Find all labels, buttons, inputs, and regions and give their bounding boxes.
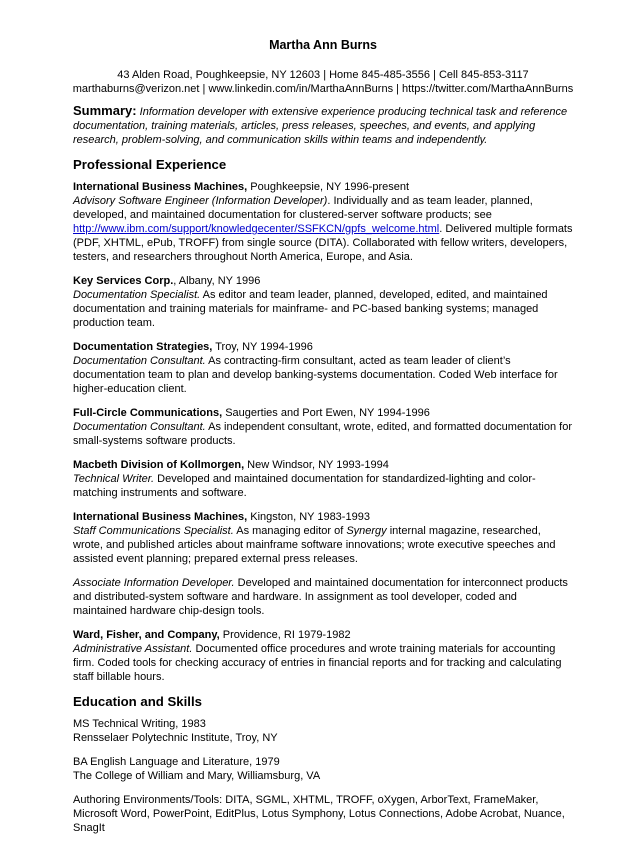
job-company: International Business Machines,: [73, 181, 248, 193]
job-company: Macbeth Division of Kollmorgen,: [73, 459, 245, 471]
job-entry: [73, 510, 573, 566]
job-location: Saugerties and Port Ewen, NY 1994-1996: [222, 407, 430, 419]
job-title: Documentation Consultant.: [73, 421, 206, 433]
job-title: Administrative Assistant.: [73, 643, 193, 655]
skills-entry: [73, 793, 573, 835]
job-description: As editor and team leader, planned, developed, edited, and maintained documentation and training materials for mainframe- and PC-based banking systems; managed production team.: [73, 289, 548, 329]
job-location: Kingston, NY 1983-1993: [247, 511, 370, 523]
contact-web-line: marthaburns@verizon.net | www.linkedin.com/in/MarthaAnnBurns | https://twitter.com/MarthaAnnBurns: [72, 83, 574, 95]
job-title: Documentation Consultant.: [73, 355, 206, 367]
job-entry: [73, 180, 573, 264]
education-entry: [73, 755, 573, 783]
magazine-name: Synergy: [346, 525, 387, 537]
summary-label: Summary:: [73, 103, 137, 118]
job-entry-continued: [73, 576, 573, 618]
knowledge-center-link[interactable]: http://www.ibm.com/support/knowledgecenter/SSFKCN/gpfs_welcome.html: [73, 223, 440, 235]
job-entry: [73, 340, 573, 396]
job-title: Advisory Software Engineer (Information Developer): [73, 195, 328, 207]
summary-section: [73, 104, 573, 147]
job-description: Developed and maintained documentation for interconnect products and distributed-system software and hardware. In assignment as tool developer, coded and maintained hardware chip-design tools.: [73, 577, 568, 617]
job-title: Technical Writer.: [73, 473, 155, 485]
job-location: , Albany, NY 1996: [173, 275, 261, 287]
job-location: Providence, RI 1979-1982: [219, 629, 351, 641]
resume-page: [73, 38, 573, 845]
job-location: Poughkeepsie, NY 1996-present: [247, 181, 410, 193]
job-company: Documentation Strategies,: [73, 341, 213, 353]
job-location: New Windsor, NY 1993-1994: [244, 459, 389, 471]
contact-address-line: 43 Alden Road, Poughkeepsie, NY 12603 | Home 845-485-3556 | Cell 845-853-3117: [117, 69, 529, 81]
job-title: Associate Information Developer.: [73, 577, 235, 589]
job-company: Key Services Corp.: [73, 275, 174, 287]
education-entry: [73, 717, 573, 745]
job-description: As contracting-firm consultant, acted as team leader of client’s documentation team to plan and develop banking-systems documentation. Coded Web interface for higher-education client.: [73, 355, 558, 395]
job-company: International Business Machines,: [73, 511, 248, 523]
job-description: . Individually and as team leader, planned, developed, and maintained documentation for clustered-server software products; see: [73, 195, 533, 221]
job-company: Ward, Fisher, and Company,: [73, 629, 220, 641]
contact-block: [65, 68, 581, 96]
degree: BA English Language and Literature, 1979: [73, 756, 280, 768]
job-description: Developed and maintained documentation for standardized-lighting and color-matching instruments and software.: [73, 473, 536, 499]
job-location: Troy, NY 1994-1996: [212, 341, 313, 353]
experience-heading: Professional Experience: [73, 157, 227, 172]
summary-text: Information developer with extensive experience producing technical task and reference documentation, training materials, articles, press releases, speeches, and events, and applying research, problem-solving, and communication skills within teams and independently.: [73, 106, 568, 146]
education-heading: Education and Skills: [73, 694, 202, 709]
job-title: Staff Communications Specialist.: [73, 525, 234, 537]
job-description-cont: internal magazine, researched, wrote, and published articles about mainframe software innovations; wrote executive speeches and assisted event planning; prepared external press releases.: [73, 525, 556, 565]
job-entry: [73, 458, 573, 500]
tools-list: Authoring Environments/Tools: DITA, SGML, XHTML, TROFF, oXygen, ArborText, FrameMaker, Microsoft Word, PowerPoint, EditPlus, Lotus Symphony, Lotus Connections, Adobe Acrobat, Nuance, SnagIt: [73, 794, 565, 834]
resume-name: Martha Ann Burns: [269, 38, 377, 52]
school: The College of William and Mary, Williamsburg, VA: [73, 770, 321, 782]
job-title: Documentation Specialist.: [73, 289, 201, 301]
job-description-cont: . Delivered multiple formats (PDF, XHTML, ePub, TROFF) from single source (DITA). Collaborated with fellow writers, developers, testers, and researchers throughout North America, Europe, and Asia.: [73, 223, 573, 263]
job-entry: [73, 274, 573, 330]
job-description: As managing editor of: [233, 525, 347, 537]
job-description: As independent consultant, wrote, edited, and formatted documentation for small-systems software products.: [73, 421, 572, 447]
job-entry: [73, 406, 573, 448]
degree: MS Technical Writing, 1983: [73, 718, 206, 730]
job-entry: [73, 628, 573, 684]
school: Rensselaer Polytechnic Institute, Troy, NY: [73, 732, 278, 744]
job-company: Full-Circle Communications,: [73, 407, 223, 419]
job-description: Documented office procedures and wrote training materials for accounting firm. Coded tools for checking accuracy of entries in financial reports and for tracking and calculating staff billable hours.: [73, 643, 562, 683]
